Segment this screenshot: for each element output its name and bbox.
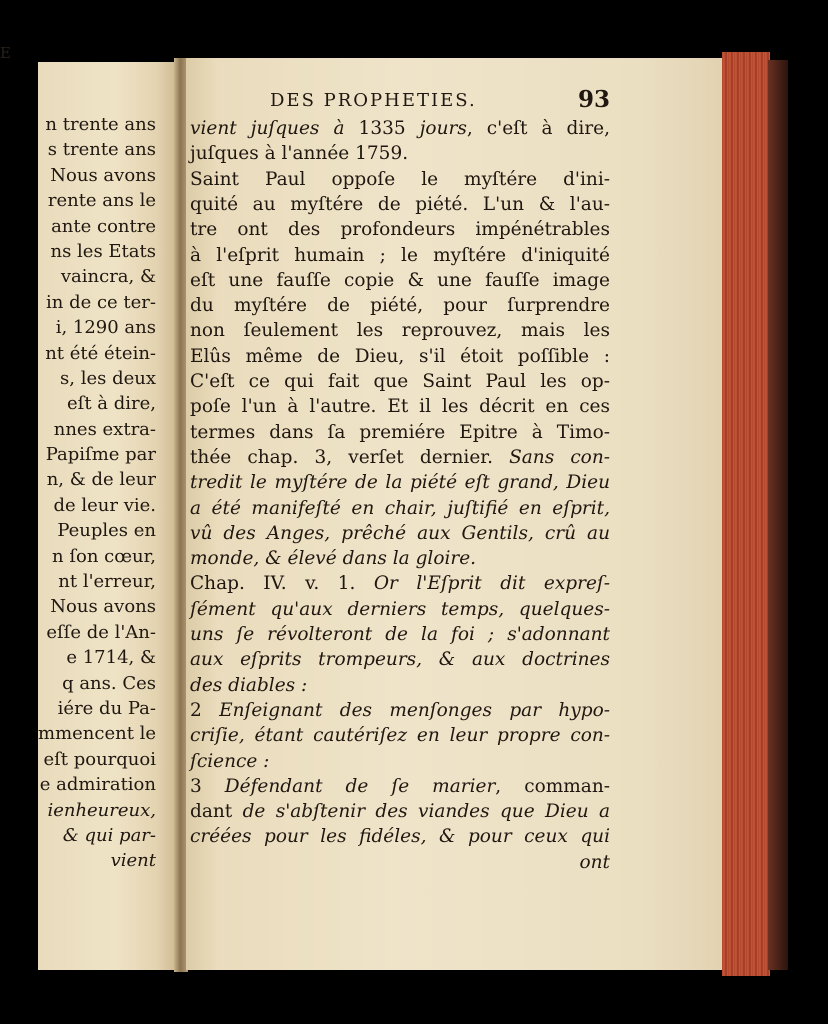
left-text-line: n ſon cœur, <box>52 545 156 567</box>
roman-text: 3 <box>190 775 225 797</box>
left-text-line: e admiration <box>39 774 156 796</box>
italic-text: Or l'Eſprit dit expreſ- <box>373 573 610 595</box>
roman-text: Saint Paul oppoſe le myſtére d'ini- <box>190 168 610 190</box>
italic-text: de s'abſtenir des viandes que Dieu a <box>242 801 610 823</box>
text-line <box>190 571 610 597</box>
text-line <box>190 749 610 775</box>
italic-text: Défendant de ſe marier <box>224 775 496 797</box>
text-line <box>190 597 610 623</box>
left-text-line: Papiſme par <box>45 444 156 466</box>
text-line <box>190 470 610 496</box>
left-text-line: n trente ans <box>45 114 156 135</box>
left-text-line: ns les Etats <box>50 240 156 262</box>
text-line <box>190 723 610 749</box>
left-text-line: Nous avons <box>50 164 156 186</box>
text-line <box>190 268 610 294</box>
roman-text: poſe l'un à l'autre. Et il les décrit en ces <box>190 396 610 418</box>
left-text-line: ante contre <box>51 215 156 237</box>
roman-text: tre ont des profondeurs impénétrables <box>190 219 610 241</box>
italic-text: a été manifeſté en chair, juſtifié en eſprit, <box>190 497 610 519</box>
roman-text: juſques à l'année 1759. <box>190 143 409 165</box>
italic-text: ſément qu'aux derniers temps, quelques- <box>190 598 610 620</box>
page-number: 93 <box>577 86 610 113</box>
text-line <box>190 394 610 420</box>
roman-text: thée chap. 3, verſet dernier. <box>190 446 510 468</box>
italic-text: Enſeignant des menſonges par hypo- <box>219 699 610 721</box>
text-line <box>190 293 610 319</box>
left-running-head: E <box>0 44 13 62</box>
italic-text: criſie, étant cautériſez en leur propre con- <box>190 725 610 747</box>
text-line <box>190 420 610 446</box>
text-line <box>190 243 610 269</box>
text-line <box>190 141 610 167</box>
text-line <box>190 622 610 648</box>
left-text-line: mmencent le <box>38 723 156 745</box>
text-line <box>190 850 610 876</box>
text-line <box>190 698 610 724</box>
left-text-line: s, les deux <box>60 367 156 389</box>
left-text-line: eſſe de l'An- <box>46 621 156 643</box>
roman-text: du myſtére de piété, pour ſurprendre <box>190 295 610 317</box>
italic-text: uns ſe révolteront de la foi ; s'adonnant <box>190 624 610 645</box>
italic-text: ont <box>579 851 610 873</box>
text-line <box>190 192 610 218</box>
italic-text: aux eſprits trompeurs, & aux doctrines <box>190 649 610 671</box>
left-text-line: q ans. Ces <box>62 672 156 694</box>
left-text-line: & qui par- <box>62 824 156 846</box>
italic-text: jours <box>405 118 467 139</box>
text-line <box>190 673 610 699</box>
left-text-line: eſt à dire, <box>67 393 156 415</box>
left-text-line: vaincra, & <box>60 266 156 288</box>
text-line <box>190 799 610 825</box>
italic-text: vû des Anges, prêché aux Gentils, crû au <box>190 522 610 544</box>
italic-text: monde, & élevé dans la gloire. <box>190 548 477 570</box>
roman-text: 1335 <box>358 118 406 139</box>
left-text-line: nnes extra- <box>53 418 156 440</box>
left-text-line: nt été étein- <box>45 342 156 364</box>
italic-text: ſcience : <box>190 750 270 772</box>
roman-text: non ſeulement les reprouvez, mais les <box>190 320 610 342</box>
roman-text: dant <box>190 801 243 823</box>
cover-edge <box>768 60 788 970</box>
text-line <box>190 546 610 572</box>
text-line <box>190 496 610 522</box>
italic-text: vient juſques à <box>190 118 359 139</box>
roman-text: , c'eſt à dire, <box>466 118 610 139</box>
roman-text: , comman- <box>495 775 610 797</box>
left-text-line: nt l'erreur, <box>58 571 156 593</box>
text-line <box>190 167 610 193</box>
roman-text: Elûs même de Dieu, s'il étoit poſſible : <box>190 345 610 367</box>
text-line <box>190 116 610 142</box>
left-page-text <box>38 112 156 874</box>
roman-text: termes dans ſa premiére Epitre à Timo- <box>190 421 610 443</box>
italic-text: Sans con- <box>509 446 610 468</box>
right-page-header <box>270 86 610 116</box>
italic-text: des diables : <box>190 674 308 696</box>
roman-text: quité au myſtére de piété. L'un & l'au- <box>190 193 610 215</box>
roman-text: 2 <box>190 699 220 721</box>
roman-text: à l'eſprit humain ; le myſtére d'iniquité <box>190 244 610 266</box>
text-line <box>190 344 610 370</box>
left-text-line: eſt pourquoi <box>43 748 156 770</box>
roman-text: eſt une fauſſe copie & une fauſſe image <box>190 269 610 291</box>
text-line <box>190 445 610 471</box>
roman-text: Chap. IV. v. 1. <box>190 573 374 595</box>
text-line <box>190 318 610 344</box>
text-line <box>190 824 610 850</box>
left-text-line: Peuples en <box>57 520 156 542</box>
left-text-line: rente ans le <box>47 190 156 212</box>
page-edges <box>722 52 770 976</box>
text-line <box>190 369 610 395</box>
text-line <box>190 521 610 547</box>
left-text-line: e 1714, & <box>66 647 156 669</box>
italic-text: créées pour les fidéles, & pour ceux qui <box>190 826 610 848</box>
left-text-line: iére du Pa- <box>57 697 156 719</box>
left-text-line: ienheureux, <box>47 799 156 821</box>
left-text-line: in de ce ter- <box>46 291 156 313</box>
roman-text: C'eſt ce qui fait que Saint Paul les op- <box>190 371 610 392</box>
left-text-line: vient <box>110 850 156 872</box>
text-line <box>190 647 610 673</box>
left-text-line: i, 1290 ans <box>55 317 156 339</box>
left-text-line: Nous avons <box>50 596 156 618</box>
text-line <box>190 774 610 800</box>
left-text-line: n, & de leur <box>46 469 156 491</box>
left-text-line: s trente ans <box>47 139 156 161</box>
italic-text: tredit le myſtére de la piété eſt grand, Dieu <box>190 472 610 494</box>
left-text-line: de leur vie. <box>53 494 156 516</box>
text-line <box>190 217 610 243</box>
running-head: DES PROPHETIES. <box>270 90 477 111</box>
